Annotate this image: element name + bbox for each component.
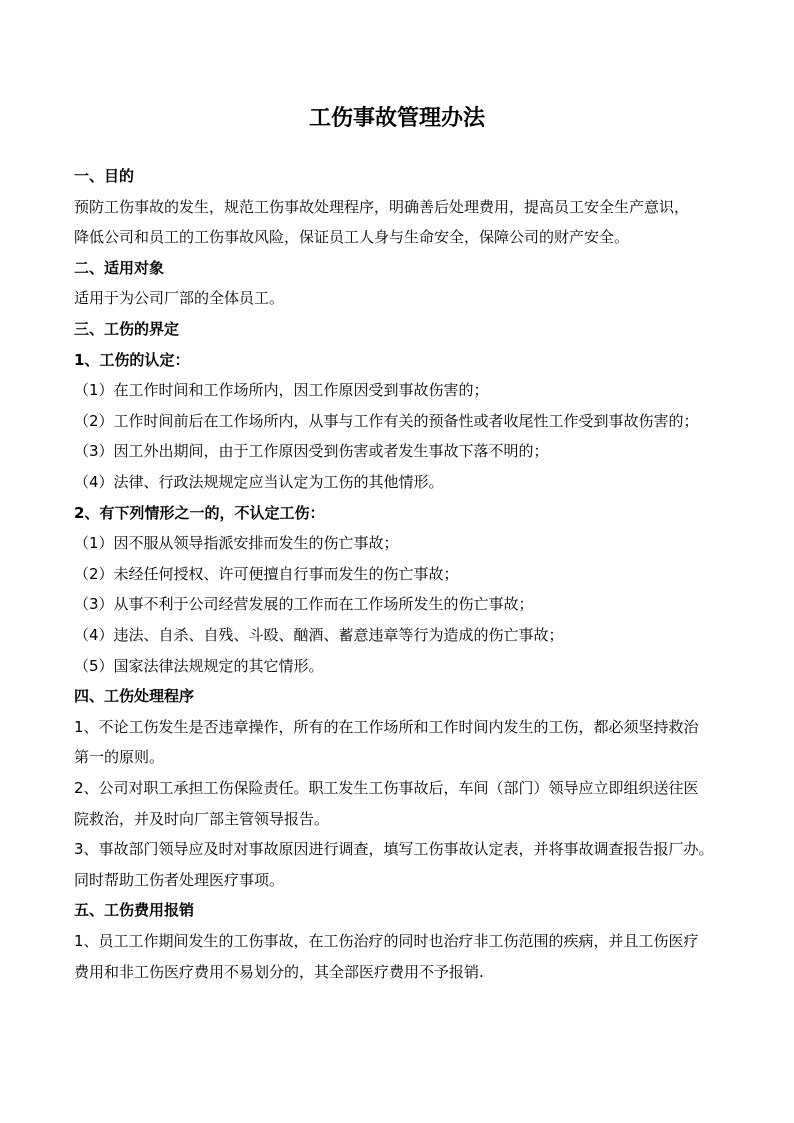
list-item: （3）因工外出期间，由于工作原因受到伤害或者发生事故下落不明的； <box>74 442 549 460</box>
paragraph-line: 2、公司对职工承担工伤保险责任。职工发生工伤事故后，车间（部门）领导应立即组织送往医 <box>74 779 699 797</box>
paragraph-line: 同时帮助工伤者处理医疗事项。 <box>74 871 285 889</box>
section-heading: 四、工伤处理程序 <box>74 687 195 705</box>
list-item: （3）从事不利于公司经营发展的工作而在工作场所发生的伤亡事故； <box>74 595 534 613</box>
section-heading: 2、有下列情形之一的，不认定工伤： <box>74 504 325 522</box>
list-item: （5）国家法律法规规定的其它情形。 <box>74 657 324 675</box>
paragraph-line: 3、事故部门领导应及时对事故原因进行调查，填写工伤事故认定表，并将事故调查报告报厂办。 <box>74 840 714 858</box>
paragraph-line: 费用和非工伤医疗费用不易划分的，其全部医疗费用不予报销. <box>74 963 484 981</box>
list-item: （4）违法、自杀、自残、斗殴、酗酒、蓄意违章等行为造成的伤亡事故； <box>74 626 564 644</box>
paragraph-line: 降低公司和员工的工伤事故风险，保证员工人身与生命安全，保障公司的财产安全。 <box>74 228 630 246</box>
section-heading: 五、工伤费用报销 <box>74 901 195 919</box>
document-title: 工伤事故管理办法 <box>308 105 485 131</box>
paragraph-line: 适用于为公司厂部的全体员工。 <box>74 289 285 307</box>
section-heading: 一、目的 <box>74 167 135 185</box>
paragraph-line: 预防工伤事故的发生，规范工伤事故处理程序，明确善后处理费用，提高员工安全生产意识， <box>74 198 690 216</box>
section-heading: 二、适用对象 <box>74 259 165 277</box>
list-item: （4）法律、行政法规规定应当认定为工伤的其他情形。 <box>74 473 444 491</box>
list-item: （1）因不服从领导指派安排而发生的伤亡事故； <box>74 534 399 552</box>
section-heading: 1、工伤的认定： <box>74 351 190 369</box>
list-item: （2）未经任何授权、许可便擅自行事而发生的伤亡事故； <box>74 565 459 583</box>
paragraph-line: 1、员工工作期间发生的工伤事故，在工伤治疗的同时也治疗非工伤范围的疾病，并且工伤医疗 <box>74 932 699 950</box>
paragraph-line: 院救治，并及时向厂部主管领导报告。 <box>74 810 330 828</box>
section-heading: 三、工伤的界定 <box>74 320 180 338</box>
paragraph-line: 1、不论工伤发生是否违章操作，所有的在工作场所和工作时间内发生的工伤，都必须坚持救治 <box>74 718 699 736</box>
list-item: （2）工作时间前后在工作场所内，从事与工作有关的预备性或者收尾性工作受到事故伤害的； <box>74 412 699 430</box>
list-item: （1）在工作时间和工作场所内，因工作原因受到事故伤害的； <box>74 381 489 399</box>
paragraph-line: 第一的原则。 <box>74 748 165 766</box>
